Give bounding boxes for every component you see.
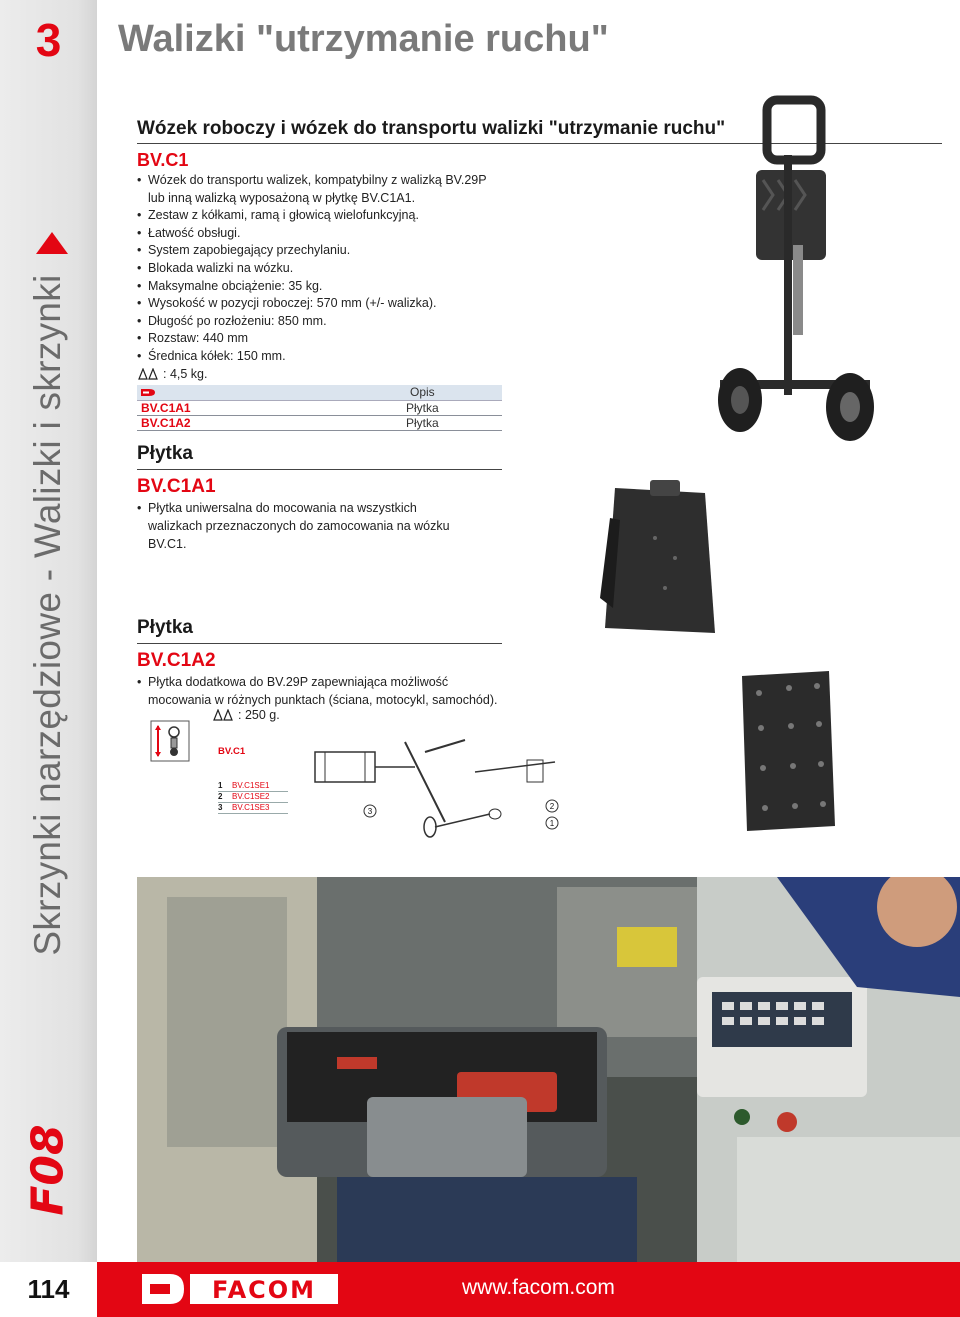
table-row [218,803,288,814]
callout-1: 1 [549,819,555,828]
list-item: • Średnica kółek: 150 mm. [137,348,497,366]
logo-brand-text: FACOM [211,1276,317,1304]
plate2-weight-value: : 250 g. [238,708,280,722]
plate2-divider [137,643,502,644]
reference-table [137,385,502,431]
chapter-number: 3 [35,14,62,66]
table-row [137,401,502,416]
spacer [218,757,288,781]
table-header [137,385,502,401]
plate1-code: BV.C1A1 [137,476,216,497]
facom-logo [140,1270,340,1308]
row-description: Płytka [406,401,439,415]
list-item: • Długość po rozłożeniu: 850 mm. [137,313,497,331]
plate1-divider [137,469,502,470]
plate2-code: BV.C1A2 [137,650,216,671]
weight-value: : 4,5 kg. [163,367,208,381]
header-description: Opis [410,385,435,399]
plate-bvc1a2-image [737,668,837,833]
weight-line [137,367,207,381]
sidebar [0,0,97,1262]
footer [0,1262,960,1317]
sidebar-section-label: Skrzynki narzędziowe - Walizki i skrzynki [27,274,68,956]
plate1-description [137,499,467,553]
list-item: • Płytka dodatkowa do BV.29P zapewniająca możliwość mocowania w różnych punktach (ściana, motocykl, samochód). [137,673,507,709]
section-title: Wózek roboczy i wózek do transportu walizki "utrzymanie ruchu" [137,118,726,139]
footer-url[interactable]: www.facom.com [462,1276,615,1299]
list-item: • Zestaw z kółkami, ramą i głowicą wielofunkcyjną. [137,207,497,225]
table-row [218,781,288,792]
triangle-up-icon [36,232,68,254]
list-item: • Płytka uniwersalna do mocowania na wszystkich walizkach przeznaczonych do zamocowania na wózku BV.C1. [137,499,467,553]
plate-bvc1a1-image [595,478,725,643]
workshop-photo [137,877,960,1262]
row-code: BV.C1A1 [141,401,191,415]
feature-list [137,172,497,366]
callout-2: 2 [549,802,555,811]
table-row [218,792,288,803]
list-item: • Maksymalne obciążenie: 35 kg. [137,278,497,296]
row-description: Płytka [406,416,439,430]
sidebar-logo: F08 [22,1124,74,1216]
row-code: BV.C1SE2 [232,792,270,801]
list-item: • Wózek do transportu walizek, kompatybilny z walizką BV.29P lub inną walizką wyposażoną w płytkę BV.C1A1. [137,172,497,207]
plate2-heading: Płytka [137,617,193,638]
list-item: • Wysokość w pozycji roboczej: 570 mm (+/- walizka). [137,295,497,313]
product-code: BV.C1 [137,150,189,170]
spare-parts-title: BV.C1 [218,746,246,757]
weight-icon [212,709,234,721]
list-item: • Łatwość obsługi. [137,225,497,243]
plate2-description [137,673,507,709]
plate2-weight-line [212,708,280,722]
spare-parts-icon [150,720,190,762]
list-item: • Rozstaw: 440 mm [137,330,497,348]
trolley-image [700,95,910,445]
weight-icon [137,368,159,380]
spare-parts-table [218,746,288,814]
page-number: 114 [0,1262,97,1317]
facom-reference-icon [140,388,156,397]
row-code: BV.C1SE1 [232,781,270,790]
page-title: Walizki "utrzymanie ruchu" [118,18,609,60]
table-row [137,416,502,431]
parts-diagram [305,732,575,847]
row-code: BV.C1A2 [141,416,191,430]
row-code: BV.C1SE3 [232,803,270,812]
row-number: 1 [218,781,223,790]
list-item: • Blokada walizki na wózku. [137,260,497,278]
plate1-heading: Płytka [137,443,193,464]
callout-3: 3 [367,807,373,816]
row-number: 3 [218,803,223,812]
row-number: 2 [218,792,223,801]
list-item: • System zapobiegający przechylaniu. [137,242,497,260]
